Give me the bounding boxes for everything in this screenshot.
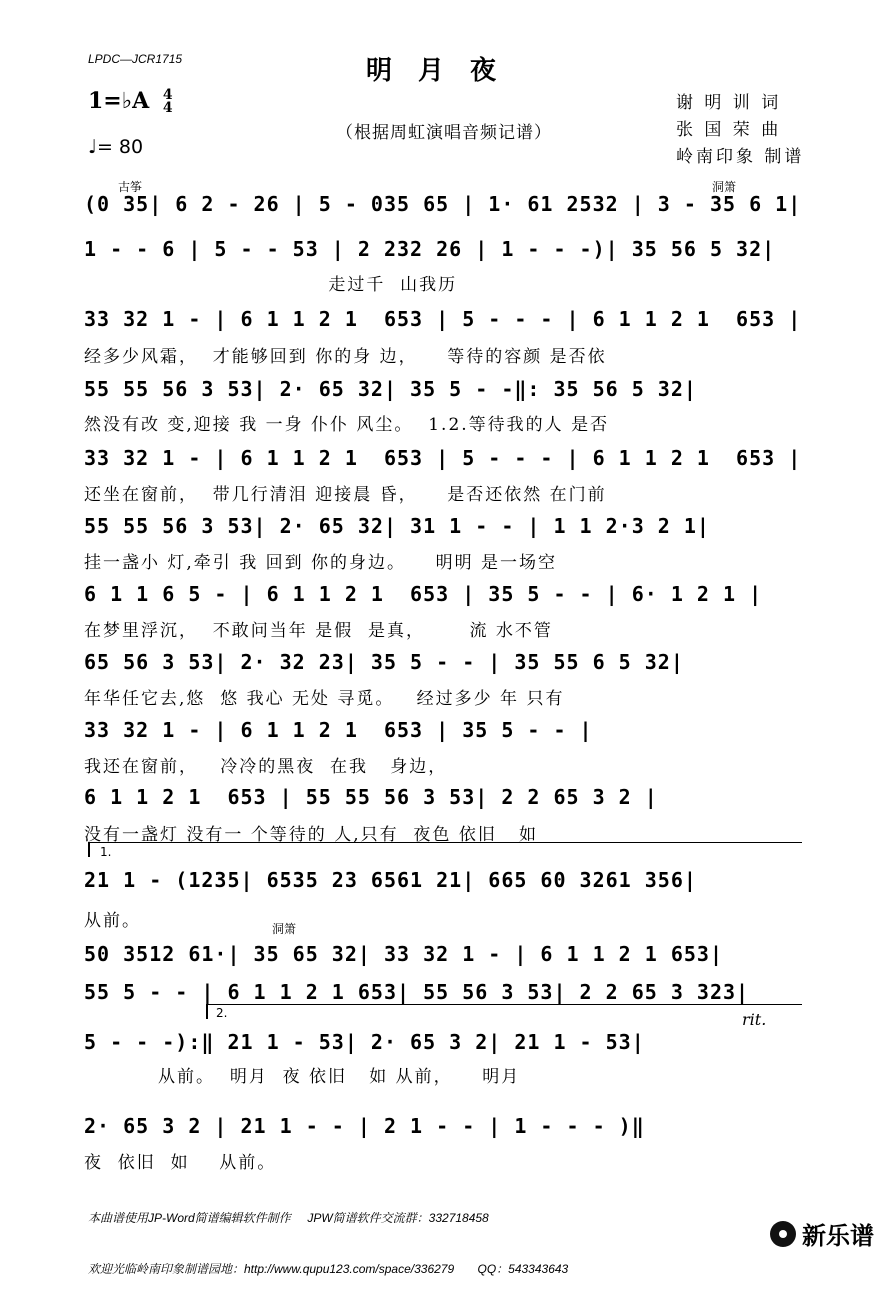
notes-line: 6 1 1 6 5 - | 6 1 1 2 1 653 | 35 5 - - | 6· 1 2 1 | bbox=[84, 582, 763, 606]
notes-line: 33 32 1 - | 6 1 1 2 1 653 | 5 - - - | 6 1 1 2 1 653 | bbox=[84, 307, 802, 331]
notes-line: 55 55 56 3 53| 2· 65 32| 35 5 - -‖: 35 56 5 32| bbox=[84, 377, 697, 401]
xiao-mark-1: 洞箫 bbox=[712, 180, 737, 194]
subtitle: （根据周虹演唱音频记谱） bbox=[336, 123, 552, 143]
composer: 张 国 荣 曲 bbox=[676, 120, 782, 140]
lyrics-line: 从前。 bbox=[84, 911, 141, 931]
notes-line: 6 1 1 2 1 653 | 55 55 56 3 53| 2 2 65 3 2 | bbox=[84, 785, 658, 809]
score-row bbox=[84, 192, 806, 220]
tempo-mark: ♩= 80 bbox=[88, 136, 144, 158]
lyricist: 谢 明 训 词 bbox=[676, 93, 782, 113]
notes-line: 21 1 - (1235| 6535 23 6561 21| 665 60 3261 356| bbox=[84, 868, 697, 892]
lyrics-line: 挂一盏小 灯,牵引 我 回到 你的身边。 明明 是一场空 bbox=[84, 553, 558, 573]
volta-2-label: 2. bbox=[216, 1006, 228, 1020]
site-logo bbox=[770, 1216, 874, 1251]
notes-line: 50 3512 61·| 35 65 32| 33 32 1 - | 6 1 1 2 1 653| bbox=[84, 942, 724, 966]
score-row bbox=[84, 582, 806, 610]
score-row bbox=[84, 514, 806, 542]
lyrics-line: 没有一盏灯 没有一 个等待的 人,只有 夜色 依旧 如 bbox=[84, 825, 539, 845]
arranger: 岭南印象 制谱 bbox=[676, 147, 805, 167]
time-top: 4 bbox=[162, 87, 173, 103]
score-row bbox=[84, 650, 806, 678]
notes-line: 2· 65 3 2 | 21 1 - - | 2 1 - - | 1 - - - )‖ bbox=[84, 1114, 645, 1138]
footer-line-1: 本曲谱使用JP-Word简谱编辑软件制作 JPW简谱软件交流群：332718458 bbox=[88, 1211, 489, 1225]
notes-line: 55 55 56 3 53| 2· 65 32| 31 1 - - | 1 1 2·3 2 1| bbox=[84, 514, 710, 538]
time-signature bbox=[163, 89, 173, 115]
notes-line: 1 - - 6 | 5 - - 53 | 2 232 26 | 1 - - -)| 35 56 5 32| bbox=[84, 237, 776, 261]
lyrics-line: 经多少风霜， 才能够回到 你的身 边， 等待的容颜 是否依 bbox=[84, 347, 607, 367]
score-row bbox=[84, 942, 806, 970]
score-row bbox=[84, 1030, 806, 1058]
xiao-mark-2: 洞箫 bbox=[272, 922, 297, 936]
score-row bbox=[84, 868, 806, 896]
score-row bbox=[84, 307, 806, 335]
lyrics-line: 年华任它去,悠 悠 我心 无处 寻觅。 经过多少 年 只有 bbox=[84, 689, 565, 709]
lyrics-line: 在梦里浮沉， 不敢问当年 是假 是真， 流 水不管 bbox=[84, 621, 553, 641]
lyrics-line: 走过千 山我历 bbox=[84, 275, 458, 295]
lyrics-line: 从前。 明月 夜 依旧 如 从前， 明月 bbox=[84, 1067, 521, 1087]
score-row bbox=[84, 446, 806, 474]
notes-line: 33 32 1 - | 6 1 1 2 1 653 | 35 5 - - | bbox=[84, 718, 593, 742]
notes-line: 65 56 3 53| 2· 32 23| 35 5 - - | 35 55 6 5 32| bbox=[84, 650, 684, 674]
score-row bbox=[84, 785, 806, 813]
time-bottom: 4 bbox=[162, 100, 173, 116]
ritardando-mark: rit. bbox=[742, 1010, 767, 1029]
score-code: LPDC—JCR1715 bbox=[88, 52, 183, 66]
notes-line: 55 5 - - | 6 1 1 2 1 653| 55 56 3 53| 2 2 65 3 323| bbox=[84, 980, 750, 1004]
lyrics-line: 还坐在窗前， 带几行清泪 迎接晨 昏， 是否还依然 在门前 bbox=[84, 485, 607, 505]
score-row bbox=[84, 718, 806, 746]
notes-line: 33 32 1 - | 6 1 1 2 1 653 | 5 - - - | 6 1 1 2 1 653 | bbox=[84, 446, 802, 470]
lyrics-line: 夜 依旧 如 从前。 bbox=[84, 1153, 277, 1173]
footer-line-2: 欢迎光临岭南印象制谱园地：http://www.qupu123.com/space/336279 QQ：543343643 bbox=[88, 1262, 569, 1276]
lyrics-line: 我还在窗前， 冷冷的黑夜 在我 身边， bbox=[84, 757, 448, 777]
score-row bbox=[84, 1114, 806, 1142]
record-icon bbox=[770, 1221, 796, 1247]
song-title: 明月夜 bbox=[365, 56, 522, 86]
lyrics-line: 然没有改 变,迎接 我 一身 仆仆 风尘。 1.2.等待我的人 是否 bbox=[84, 415, 610, 435]
score-row bbox=[84, 980, 806, 1008]
footer-text bbox=[88, 1176, 568, 1295]
volta-1-label: 1. bbox=[100, 845, 112, 859]
logo-text: 新乐谱 bbox=[802, 1222, 874, 1250]
notes-line: 5 - - -):‖ 21 1 - 53| 2· 65 3 2| 21 1 - 53| bbox=[84, 1030, 645, 1054]
credits bbox=[676, 90, 804, 171]
key-signature bbox=[88, 88, 173, 115]
key-label: 1=♭A bbox=[88, 88, 150, 114]
notes-line: (0 35| 6 2 - 26 | 5 - 035 65 | 1· 61 2532 | 3 - 35 6 1| bbox=[84, 192, 802, 216]
guzheng-mark: 古筝 bbox=[118, 180, 143, 194]
score-row bbox=[84, 237, 806, 265]
score-row bbox=[84, 377, 806, 405]
